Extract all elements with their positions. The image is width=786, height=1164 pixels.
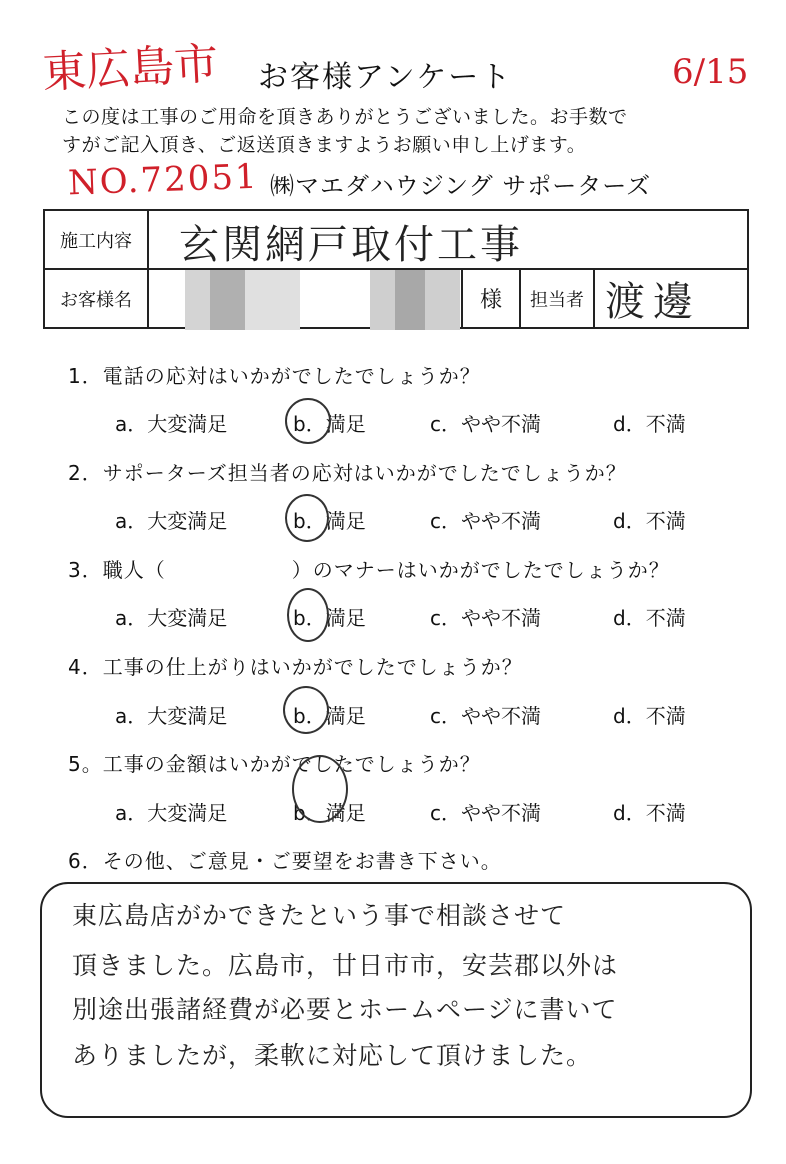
selection-circle [285, 494, 329, 542]
option-b[interactable]: b．満足 [293, 412, 366, 436]
work-value-cell [148, 210, 748, 269]
selection-circle [285, 398, 331, 444]
option-d[interactable]: d．不満 [613, 606, 686, 630]
city-handwritten: 東広島市 [41, 38, 220, 99]
option-d[interactable]: d．不満 [613, 801, 686, 825]
comment-line-4: ありましたが，柔軟に対応して頂けました。 [72, 1041, 593, 1070]
document-number: NO.72051 [67, 156, 260, 204]
date-handwritten: 6/15 [672, 52, 749, 92]
company-name: ㈱マエダハウジング サポーターズ [270, 172, 652, 200]
comment-line-1: 東広島店がかできたという事で相談させて [72, 901, 567, 930]
staff-label: 担当者 [520, 269, 594, 328]
option-b[interactable]: b．満足 [293, 606, 366, 630]
option-a[interactable]: a．大変満足 [115, 412, 228, 436]
question-5: 5。工事の金額はいかがでしたでしょうか？ [68, 752, 481, 776]
option-d[interactable]: d．不満 [613, 509, 686, 533]
option-c[interactable]: c．やや不満 [430, 509, 541, 533]
option-c[interactable]: c．やや不満 [430, 704, 541, 728]
redaction-block [395, 270, 425, 330]
option-a[interactable]: a．大変満足 [115, 704, 228, 728]
option-b[interactable]: b．満足 [293, 801, 366, 825]
option-b[interactable]: b．満足 [293, 509, 366, 533]
selection-circle [283, 686, 329, 734]
selection-circle [292, 755, 348, 823]
option-d[interactable]: d．不満 [613, 412, 686, 436]
question-3: 3．職人（ ）のマナーはいかがでしたでしょうか？ [68, 558, 670, 582]
option-a[interactable]: a．大変満足 [115, 606, 228, 630]
option-a[interactable]: a．大変満足 [115, 801, 228, 825]
work-label: 施工内容 [44, 210, 148, 269]
option-d[interactable]: d．不満 [613, 704, 686, 728]
question-6: 6．その他、ご意見・ご要望をお書き下さい。 [68, 849, 502, 873]
customer-suffix: 様 [462, 269, 520, 328]
question-2: 2．サポーターズ担当者の応対はいかがでしたでしょうか？ [68, 461, 627, 485]
comment-line-3: 別途出張諸経費が必要とホームページに書いて [72, 995, 618, 1024]
question-1: 1．電話の応対はいかがでしたでしょうか？ [68, 364, 481, 388]
page-title: お客様アンケート [258, 60, 513, 95]
question-4: 4．工事の仕上がりはいかがでしたでしょうか？ [68, 655, 523, 679]
redaction-block [210, 270, 250, 330]
customer-label: お客様名 [44, 269, 148, 328]
selection-circle [287, 588, 329, 642]
option-c[interactable]: c．やや不満 [430, 801, 541, 825]
work-value: 玄関網戸取付工事 [179, 222, 523, 268]
redaction-block [245, 270, 300, 330]
intro-line-2: すがご記入頂き、ご返送頂きますようお願い申し上げます。 [62, 134, 587, 156]
staff-value: 渡邊 [605, 279, 701, 325]
intro-line-1: この度は工事のご用命を頂きありがとうございました。お手数で [62, 106, 628, 128]
option-c[interactable]: c．やや不満 [430, 606, 541, 630]
comment-line-2: 頂きました。広島市，廿日市市，安芸郡以外は [72, 951, 619, 980]
staff-value-cell [594, 269, 748, 328]
option-b[interactable]: b．満足 [293, 704, 366, 728]
option-c[interactable]: c．やや不満 [430, 412, 541, 436]
option-a[interactable]: a．大変満足 [115, 509, 228, 533]
